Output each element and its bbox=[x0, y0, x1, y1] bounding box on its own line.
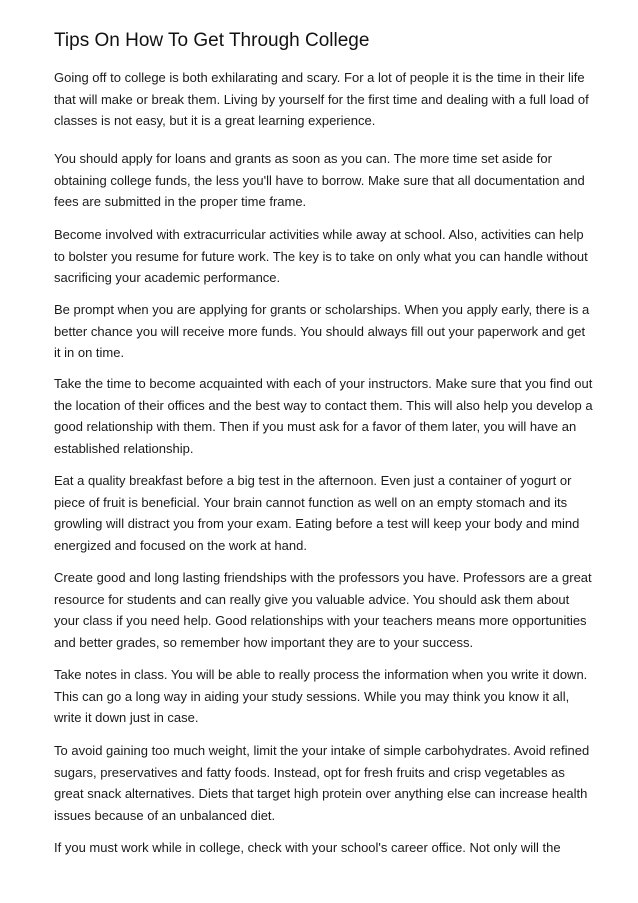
paragraph: If you must work while in college, check with your school's career office. Not only will the bbox=[54, 840, 561, 855]
paragraph: Take notes in class. You will be able to really process the information when you write it down. This can go a long way in aiding your study sessions. While you may think you know it all, write it down just in case. bbox=[54, 667, 588, 725]
paragraph: Going off to college is both exhilarating and scary. For a lot of people it is the time in their life that will make or break them. Living by yourself for the first time and dealing with a full load of classes is not easy, but it is a great learning experience. bbox=[54, 70, 589, 128]
paragraph: You should apply for loans and grants as soon as you can. The more time set aside for obtaining college funds, the less you'll have to borrow. Make sure that all documentation and fees are submitted in the proper time frame. bbox=[54, 151, 585, 209]
paragraph: Become involved with extracurricular activities while away at school. Also, activities can help to bolster you resume for future work. The key is to take on only what you can handle without sacrificing your academic performance. bbox=[54, 227, 588, 285]
paragraph: Eat a quality breakfast before a big test in the afternoon. Even just a container of yogurt or piece of fruit is beneficial. Your brain cannot function as well on an empty stomach and its growling will distract you from your exam. Eating before a test will keep your body and mind energized and focused on the work at hand. bbox=[54, 473, 580, 553]
paragraph: Be prompt when you are applying for grants or scholarships. When you apply early, there is a better chance you will receive more funds. You should always fill out your paperwork and get it in on time. bbox=[54, 302, 590, 360]
page-title: Tips On How To Get Through College bbox=[54, 30, 370, 51]
paragraph: Create good and long lasting friendships with the professors you have. Professors are a great resource for students and can really give you valuable advice. You should ask them about your class if you need help. Good relationships with your teachers means more opportunities and better grades, so remember how important they are to your success. bbox=[54, 570, 592, 650]
paragraph: To avoid gaining too much weight, limit the your intake of simple carbohydrates. Avoid refined sugars, preservatives and fatty foods. Instead, opt for fresh fruits and crisp vegetables as great snack alternatives. Diets that target high protein over anything else can increase health issues because of an unbalanced diet. bbox=[54, 743, 590, 823]
paragraph: Take the time to become acquainted with each of your instructors. Make sure that you find out the location of their offices and the best way to contact them. This will also help you develop a good relationship with them. Then if you must ask for a favor of them later, you will have an established relationship. bbox=[54, 376, 593, 456]
